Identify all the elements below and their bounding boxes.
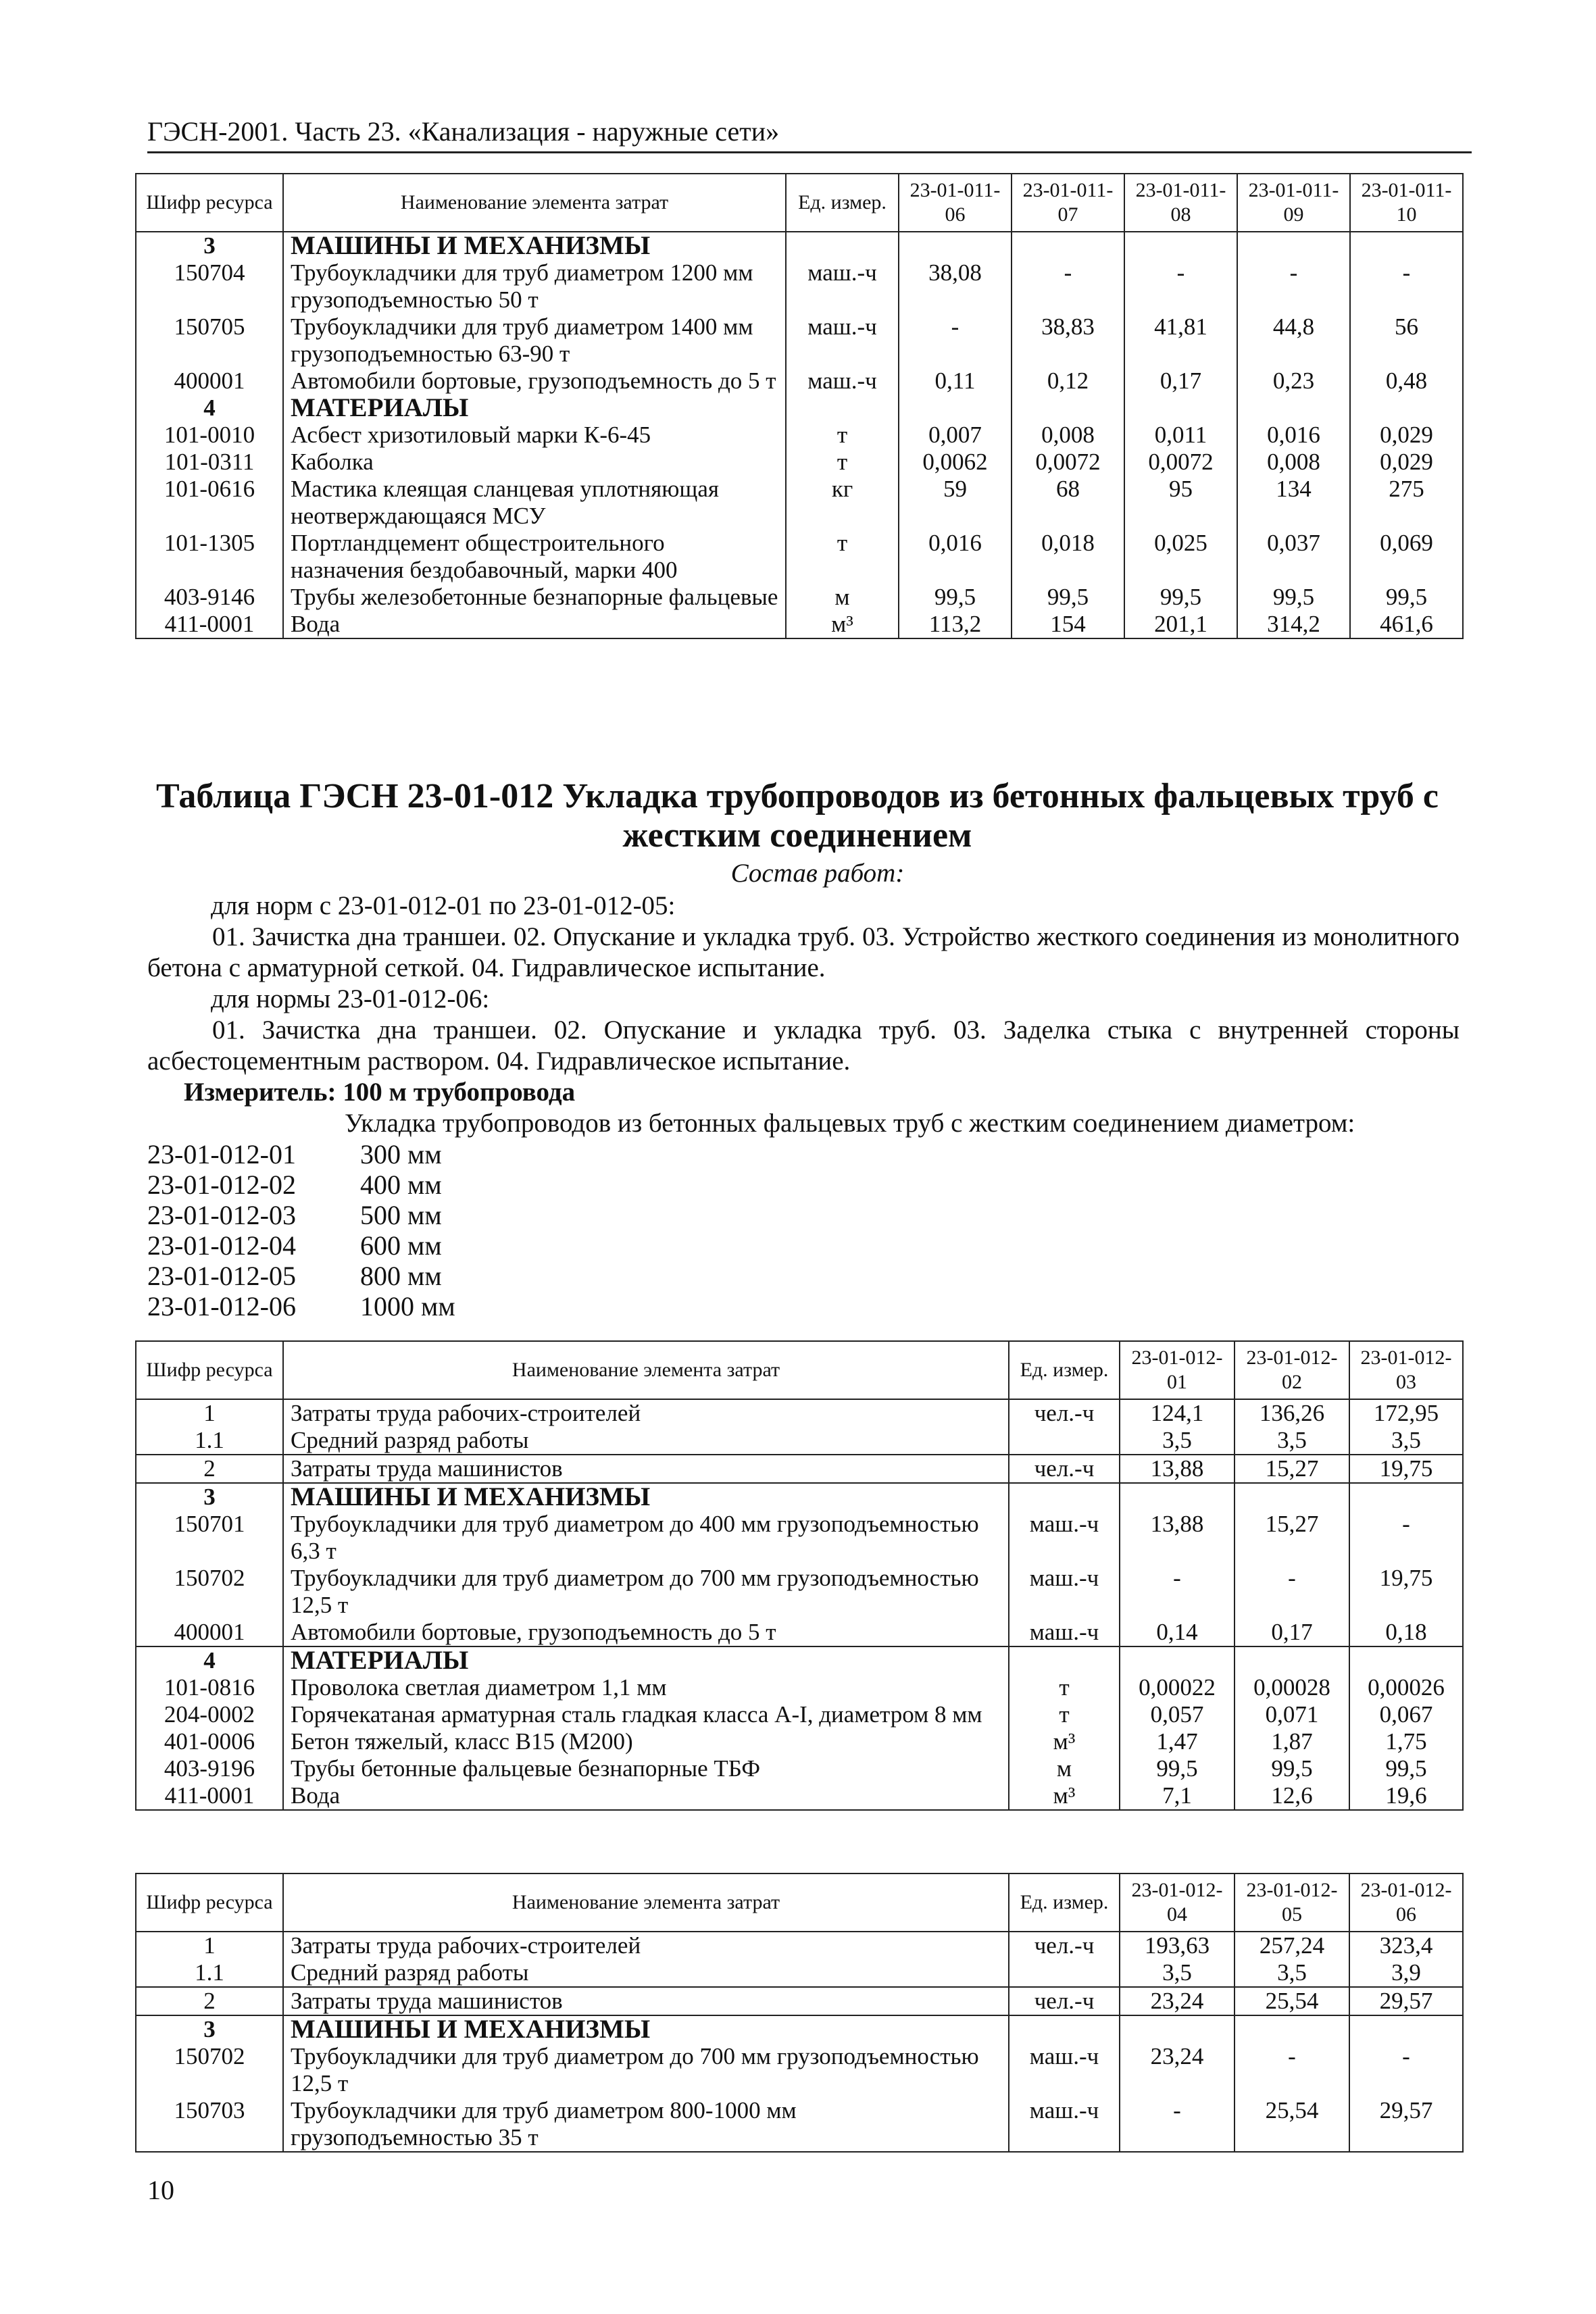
norm-value: 136,26 [1235, 1399, 1349, 1427]
resource-code: 204-0002 [136, 1701, 283, 1728]
norm-value: 461,6 [1350, 611, 1463, 638]
cost-element-name: Портландцемент общестроительного назначения бездобавочный, марки 400 [283, 530, 786, 584]
sostav-label: Состав работ: [730, 859, 905, 888]
norm-value: 99,5 [1237, 584, 1350, 611]
norm-value: 3,5 [1235, 1427, 1349, 1455]
cost-element-name: Бетон тяжелый, класс В15 (М200) [283, 1728, 1009, 1755]
col-header-norm: 23-01-011-08 [1124, 174, 1237, 232]
norm-value [1124, 395, 1237, 422]
norm-diameter: 400 мм [360, 1169, 442, 1200]
norm-value: 113,2 [899, 611, 1012, 638]
unit-of-measure: м³ [786, 611, 899, 638]
cost-element-name: МАТЕРИАЛЫ [283, 395, 786, 422]
table-row [136, 530, 1463, 584]
norm-value: 0,48 [1350, 368, 1463, 395]
norms-b-text: 01. Зачистка дна траншеи. 02. Опускание и укладка труб. 03. Заделка стыка с внутренней стороны асбестоцементным раствором. 04. Гидравлическое испытание. [147, 1015, 1460, 1076]
table-row [136, 1932, 1463, 1959]
norm-code: 23-01-012-02 [147, 1169, 296, 1200]
norm-value [1124, 232, 1237, 259]
norm-value: 3,9 [1349, 1959, 1463, 1987]
unit-of-measure: чел.-ч [1009, 1932, 1120, 1959]
cost-element-name: Проволока светлая диаметром 1,1 мм [283, 1674, 1009, 1701]
resource-table-011 [135, 173, 1464, 639]
norm-value: 0,00022 [1120, 1674, 1235, 1701]
norm-value: - [899, 313, 1012, 368]
norm-value [1120, 1646, 1235, 1674]
norm-value: - [1350, 259, 1463, 313]
table-row [136, 1399, 1463, 1427]
col-header-norm: 23-01-012-01 [1120, 1341, 1235, 1399]
norm-diameter: 1000 мм [360, 1291, 455, 1322]
norm-code: 23-01-012-03 [147, 1200, 296, 1230]
table-header [136, 174, 1463, 232]
norm-value: 193,63 [1120, 1932, 1235, 1959]
unit-of-measure: маш.-ч [786, 259, 899, 313]
col-header-norm: 23-01-012-04 [1120, 1873, 1235, 1932]
unit-of-measure: маш.-ч [1009, 1619, 1120, 1646]
norm-value: 1,47 [1120, 1728, 1235, 1755]
norm-list-item [147, 1200, 455, 1230]
norm-value: 1,87 [1235, 1728, 1349, 1755]
norm-value: 0,018 [1012, 530, 1124, 584]
resource-code: 101-1305 [136, 530, 283, 584]
unit-of-measure: маш.-ч [1009, 1511, 1120, 1565]
resource-code: 400001 [136, 1619, 283, 1646]
table-row [136, 1565, 1463, 1619]
norm-value: 3,5 [1235, 1959, 1349, 1987]
norm-value: 23,24 [1120, 1987, 1235, 2015]
norm-value [1350, 232, 1463, 259]
norm-value: 0,008 [1237, 449, 1350, 476]
resource-code: 2 [136, 1455, 283, 1483]
norm-value: - [1349, 2043, 1463, 2097]
norm-value [1235, 1483, 1349, 1511]
norm-diameter: 600 мм [360, 1230, 442, 1261]
cost-element-name: МАШИНЫ И МЕХАНИЗМЫ [283, 2015, 1009, 2043]
norm-value: 41,81 [1124, 313, 1237, 368]
norm-value: 0,11 [899, 368, 1012, 395]
cost-element-name: МАТЕРИАЛЫ [283, 1646, 1009, 1674]
meter: Измеритель: 100 м трубопровода [184, 1078, 576, 1107]
norm-value: 0,17 [1235, 1619, 1349, 1646]
resource-code: 150702 [136, 1565, 283, 1619]
norm-value [1235, 2015, 1349, 2043]
page-header: ГЭСН-2001. Часть 23. «Канализация - наружные сети» [147, 116, 1472, 153]
unit-of-measure: т [786, 449, 899, 476]
unit-of-measure [1009, 1959, 1120, 1987]
norms-a-label: для норм с 23-01-012-01 по 23-01-012-05: [211, 891, 676, 920]
unit-of-measure: маш.-ч [1009, 2097, 1120, 2152]
table-row [136, 1701, 1463, 1728]
resource-code: 3 [136, 2015, 283, 2043]
norm-value: 0,008 [1012, 422, 1124, 449]
norm-value: 13,88 [1120, 1455, 1235, 1483]
resource-code: 4 [136, 1646, 283, 1674]
cost-element-name: Средний разряд работы [283, 1959, 1009, 1987]
section-row [136, 2015, 1463, 2043]
norm-value [899, 395, 1012, 422]
norm-value: 0,067 [1349, 1701, 1463, 1728]
unit-of-measure [786, 232, 899, 259]
norm-value: 99,5 [1235, 1755, 1349, 1782]
norm-value: - [1349, 1511, 1463, 1565]
norm-value: - [1012, 259, 1124, 313]
cost-element-name: Трубоукладчики для труб диаметром 1200 мм грузоподъемностью 50 т [283, 259, 786, 313]
norm-value: - [1120, 1565, 1235, 1619]
norm-value: 99,5 [1012, 584, 1124, 611]
unit-of-measure [1009, 1483, 1120, 1511]
norm-value: 59 [899, 476, 1012, 530]
unit-of-measure: маш.-ч [786, 368, 899, 395]
norm-value: 257,24 [1235, 1932, 1349, 1959]
ukladka-caption: Укладка трубопроводов из бетонных фальцевых труб с жестким соединением диаметром: [345, 1109, 1355, 1138]
table-row [136, 584, 1463, 611]
resource-code: 4 [136, 395, 283, 422]
section-row [136, 395, 1463, 422]
col-header-unit: Ед. измер. [1009, 1873, 1120, 1932]
unit-of-measure: т [1009, 1674, 1120, 1701]
table-row [136, 1511, 1463, 1565]
table-row [136, 1959, 1463, 1987]
norm-value: 19,75 [1349, 1565, 1463, 1619]
norm-diameter: 300 мм [360, 1139, 442, 1169]
norm-list [147, 1139, 455, 1322]
norm-value: 0,011 [1124, 422, 1237, 449]
unit-of-measure: т [786, 422, 899, 449]
norm-value: 0,016 [1237, 422, 1350, 449]
cost-element-name: Трубоукладчики для труб диаметром 1400 мм грузоподъемностью 63-90 т [283, 313, 786, 368]
table-row [136, 1755, 1463, 1782]
unit-of-measure [786, 395, 899, 422]
table-row [136, 368, 1463, 395]
norm-value: 0,029 [1350, 449, 1463, 476]
norm-value [1120, 2015, 1235, 2043]
unit-of-measure: т [1009, 1701, 1120, 1728]
unit-of-measure: маш.-ч [1009, 2043, 1120, 2097]
norm-list-item [147, 1291, 455, 1322]
table-row [136, 1782, 1463, 1810]
col-header-norm: 23-01-012-06 [1349, 1873, 1463, 1932]
resource-code: 1 [136, 1399, 283, 1427]
resource-code: 101-0616 [136, 476, 283, 530]
resource-code: 101-0010 [136, 422, 283, 449]
col-header-norm: 23-01-012-02 [1235, 1341, 1349, 1399]
resource-code: 101-0311 [136, 449, 283, 476]
col-header-norm: 23-01-011-10 [1350, 174, 1463, 232]
cost-element-name: Вода [283, 1782, 1009, 1810]
cost-element-name: Автомобили бортовые, грузоподъемность до 5 т [283, 368, 786, 395]
table-row [136, 2043, 1463, 2097]
norm-value: 25,54 [1235, 1987, 1349, 2015]
resource-code: 150702 [136, 2043, 283, 2097]
table-row [136, 1728, 1463, 1755]
table-header [136, 1873, 1463, 1932]
table-row [136, 476, 1463, 530]
unit-of-measure [1009, 2015, 1120, 2043]
table-body [136, 232, 1463, 638]
resource-table-012-b [135, 1873, 1464, 2153]
unit-of-measure: кг [786, 476, 899, 530]
cost-element-name: Затраты труда рабочих-строителей [283, 1399, 1009, 1427]
cost-element-name: Трубоукладчики для труб диаметром до 700 мм грузоподъемностью 12,5 т [283, 2043, 1009, 2097]
cost-element-name: Затраты труда машинистов [283, 1987, 1009, 2015]
table-body [136, 1932, 1463, 2152]
col-header-norm: 23-01-011-06 [899, 174, 1012, 232]
norm-value: 0,0072 [1124, 449, 1237, 476]
unit-of-measure: м [1009, 1755, 1120, 1782]
norm-value: 15,27 [1235, 1455, 1349, 1483]
resource-code: 3 [136, 1483, 283, 1511]
norm-value: 134 [1237, 476, 1350, 530]
norm-value: 0,037 [1237, 530, 1350, 584]
col-header-name: Наименование элемента затрат [283, 174, 786, 232]
col-header-norm: 23-01-011-07 [1012, 174, 1124, 232]
unit-of-measure [1009, 1646, 1120, 1674]
norm-value: 0,18 [1349, 1619, 1463, 1646]
resource-code: 403-9146 [136, 584, 283, 611]
norm-value: 0,071 [1235, 1701, 1349, 1728]
resource-code: 150704 [136, 259, 283, 313]
norm-value: 0,14 [1120, 1619, 1235, 1646]
col-header-name: Наименование элемента затрат [283, 1341, 1009, 1399]
col-header-norm: 23-01-012-05 [1235, 1873, 1349, 1932]
cost-element-name: Автомобили бортовые, грузоподъемность до 5 т [283, 1619, 1009, 1646]
unit-of-measure: м [786, 584, 899, 611]
cost-element-name: Трубы бетонные фальцевые безнапорные ТБФ [283, 1755, 1009, 1782]
table-row [136, 422, 1463, 449]
norm-value: 99,5 [1120, 1755, 1235, 1782]
norm-list-item [147, 1230, 455, 1261]
norm-value: - [1235, 2043, 1349, 2097]
norm-value: - [1237, 259, 1350, 313]
unit-of-measure: т [786, 530, 899, 584]
col-header-code: Шифр ресурса [136, 174, 283, 232]
norm-value: 3,5 [1349, 1427, 1463, 1455]
norm-value: 29,57 [1349, 1987, 1463, 2015]
cost-element-name: Горячекатаная арматурная сталь гладкая класса А-I, диаметром 8 мм [283, 1701, 1009, 1728]
cost-element-name: Мастика клеящая сланцевая уплотняющая неотверждающаяся МСУ [283, 476, 786, 530]
norm-value: 44,8 [1237, 313, 1350, 368]
section-row [136, 1646, 1463, 1674]
table-row [136, 2097, 1463, 2152]
norm-list-item [147, 1261, 455, 1291]
norm-value: 3,5 [1120, 1427, 1235, 1455]
norm-value: - [1120, 2097, 1235, 2152]
norm-value: 0,057 [1120, 1701, 1235, 1728]
norm-value: 0,17 [1124, 368, 1237, 395]
section-row [136, 232, 1463, 259]
norm-value: 124,1 [1120, 1399, 1235, 1427]
resource-code: 403-9196 [136, 1755, 283, 1782]
resource-code: 150705 [136, 313, 283, 368]
norm-value [1237, 395, 1350, 422]
norm-value: 201,1 [1124, 611, 1237, 638]
norm-value: 0,016 [899, 530, 1012, 584]
resource-code: 150703 [136, 2097, 283, 2152]
norm-value: 99,5 [1350, 584, 1463, 611]
norm-value: 38,08 [899, 259, 1012, 313]
table-row [136, 1987, 1463, 2015]
resource-code: 150701 [136, 1511, 283, 1565]
unit-of-measure: чел.-ч [1009, 1455, 1120, 1483]
cost-element-name: Средний разряд работы [283, 1427, 1009, 1455]
cost-element-name: Трубоукладчики для труб диаметром 800-1000 мм грузоподъемностью 35 т [283, 2097, 1009, 2152]
resource-code: 1.1 [136, 1427, 283, 1455]
cost-element-name: Вода [283, 611, 786, 638]
norm-value: 7,1 [1120, 1782, 1235, 1810]
norm-value: 38,83 [1012, 313, 1124, 368]
page-number: 10 [147, 2175, 174, 2205]
norm-value: 0,025 [1124, 530, 1237, 584]
unit-of-measure [1009, 1427, 1120, 1455]
table-row [136, 1427, 1463, 1455]
norm-value: 0,00028 [1235, 1674, 1349, 1701]
cost-element-name: Трубы железобетонные безнапорные фальцевые [283, 584, 786, 611]
norm-value: 0,23 [1237, 368, 1350, 395]
col-header-code: Шифр ресурса [136, 1341, 283, 1399]
norm-list-item [147, 1169, 455, 1200]
norm-list-item [147, 1139, 455, 1169]
resource-code: 1.1 [136, 1959, 283, 1987]
resource-code: 411-0001 [136, 611, 283, 638]
norm-value: 172,95 [1349, 1399, 1463, 1427]
resource-code: 3 [136, 232, 283, 259]
norm-value [1237, 232, 1350, 259]
norm-value: 0,029 [1350, 422, 1463, 449]
norm-value: 56 [1350, 313, 1463, 368]
table-row [136, 1619, 1463, 1646]
norm-value: 1,75 [1349, 1728, 1463, 1755]
resource-code: 401-0006 [136, 1728, 283, 1755]
norm-value: 0,12 [1012, 368, 1124, 395]
norm-value: 19,75 [1349, 1455, 1463, 1483]
norm-value [1349, 1483, 1463, 1511]
unit-of-measure: маш.-ч [1009, 1565, 1120, 1619]
norm-value: 0,0072 [1012, 449, 1124, 476]
norm-code: 23-01-012-06 [147, 1291, 296, 1322]
norm-value: - [1124, 259, 1237, 313]
norm-diameter: 500 мм [360, 1200, 442, 1230]
col-header-norm: 23-01-011-09 [1237, 174, 1350, 232]
unit-of-measure: м³ [1009, 1782, 1120, 1810]
norm-value: 0,007 [899, 422, 1012, 449]
norm-value [1012, 395, 1124, 422]
norm-value [1012, 232, 1124, 259]
norm-value: 275 [1350, 476, 1463, 530]
norm-value: 154 [1012, 611, 1124, 638]
table-row [136, 259, 1463, 313]
cost-element-name: Трубоукладчики для труб диаметром до 400 мм грузоподъемностью 6,3 т [283, 1511, 1009, 1565]
norm-diameter: 800 мм [360, 1261, 442, 1291]
table-header [136, 1341, 1463, 1399]
unit-of-measure: м³ [1009, 1728, 1120, 1755]
norm-code: 23-01-012-01 [147, 1139, 296, 1169]
cost-element-name: Асбест хризотиловый марки К-6-45 [283, 422, 786, 449]
unit-of-measure: чел.-ч [1009, 1399, 1120, 1427]
resource-code: 400001 [136, 368, 283, 395]
norm-value: 29,57 [1349, 2097, 1463, 2152]
resource-table-012-a [135, 1340, 1464, 1811]
resource-code: 411-0001 [136, 1782, 283, 1810]
resource-code: 2 [136, 1987, 283, 2015]
norm-value: 13,88 [1120, 1511, 1235, 1565]
cost-element-name: Затраты труда машинистов [283, 1455, 1009, 1483]
norm-value: 99,5 [899, 584, 1012, 611]
norm-value: 99,5 [1349, 1755, 1463, 1782]
cost-element-name: Каболка [283, 449, 786, 476]
norm-value: 19,6 [1349, 1782, 1463, 1810]
table-row [136, 1455, 1463, 1483]
resource-code: 101-0816 [136, 1674, 283, 1701]
unit-of-measure: чел.-ч [1009, 1987, 1120, 2015]
norm-value [1350, 395, 1463, 422]
col-header-unit: Ед. измер. [786, 174, 899, 232]
section-title: Таблица ГЭСН 23-01-012 Укладка трубопроводов из бетонных фальцевых труб с жестким соединением [156, 777, 1439, 855]
norms-b-label: для нормы 23-01-012-06: [211, 984, 490, 1013]
norm-value: 12,6 [1235, 1782, 1349, 1810]
norm-value [899, 232, 1012, 259]
cost-element-name: МАШИНЫ И МЕХАНИЗМЫ [283, 1483, 1009, 1511]
norm-value: 0,0062 [899, 449, 1012, 476]
norm-value: 25,54 [1235, 2097, 1349, 2152]
section-row [136, 1483, 1463, 1511]
unit-of-measure: маш.-ч [786, 313, 899, 368]
norm-code: 23-01-012-05 [147, 1261, 296, 1291]
norm-value [1349, 2015, 1463, 2043]
norms-a-text: 01. Зачистка дна траншеи. 02. Опускание и укладка труб. 03. Устройство жесткого соединения из монолитного бетона с арматурной сеткой. 04. Гидравлическое испытание. [147, 922, 1460, 982]
norm-value [1120, 1483, 1235, 1511]
norm-value: 23,24 [1120, 2043, 1235, 2097]
norm-value: 323,4 [1349, 1932, 1463, 1959]
norm-value: 3,5 [1120, 1959, 1235, 1987]
cost-element-name: Затраты труда рабочих-строителей [283, 1932, 1009, 1959]
norm-value: 68 [1012, 476, 1124, 530]
table-row [136, 611, 1463, 638]
norm-value [1349, 1646, 1463, 1674]
table-body [136, 1399, 1463, 1810]
col-header-norm: 23-01-012-03 [1349, 1341, 1463, 1399]
norm-value [1235, 1646, 1349, 1674]
norm-value: 95 [1124, 476, 1237, 530]
norm-value: - [1235, 1565, 1349, 1619]
norm-code: 23-01-012-04 [147, 1230, 296, 1261]
col-header-code: Шифр ресурса [136, 1873, 283, 1932]
table-row [136, 313, 1463, 368]
norm-value: 99,5 [1124, 584, 1237, 611]
norm-value: 0,069 [1350, 530, 1463, 584]
table-row [136, 449, 1463, 476]
norm-value: 15,27 [1235, 1511, 1349, 1565]
col-header-name: Наименование элемента затрат [283, 1873, 1009, 1932]
cost-element-name: МАШИНЫ И МЕХАНИЗМЫ [283, 232, 786, 259]
norm-value: 0,00026 [1349, 1674, 1463, 1701]
table-row [136, 1674, 1463, 1701]
col-header-unit: Ед. измер. [1009, 1341, 1120, 1399]
norm-value: 314,2 [1237, 611, 1350, 638]
resource-code: 1 [136, 1932, 283, 1959]
cost-element-name: Трубоукладчики для труб диаметром до 700 мм грузоподъемностью 12,5 т [283, 1565, 1009, 1619]
